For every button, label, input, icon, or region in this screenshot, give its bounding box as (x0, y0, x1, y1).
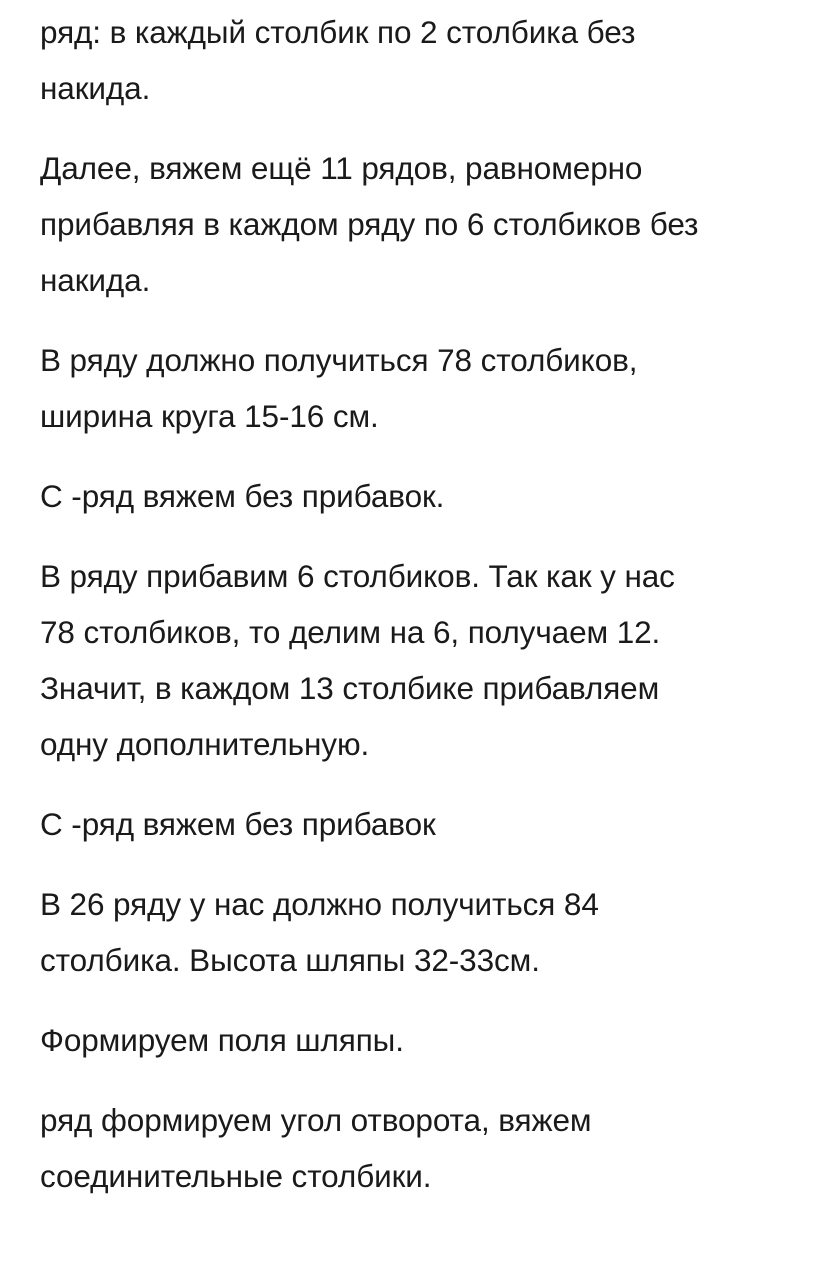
paragraph-3 (40, 332, 810, 444)
text-line: 78 столбиков, то делим на 6, получаем 12. (40, 614, 661, 650)
text-line: ряд: в каждый столбик по 2 столбика без (40, 14, 636, 50)
paragraph-6 (40, 796, 810, 852)
text-line: Значит, в каждом 13 столбике прибавляем (40, 670, 660, 706)
text-line: накида. (40, 262, 151, 298)
text-line: столбика. Высота шляпы 32-33см. (40, 942, 540, 978)
text-line: одну дополнительную. (40, 726, 370, 762)
text-line: С -ряд вяжем без прибавок (40, 806, 436, 842)
text-line: прибавляя в каждом ряду по 6 столбиков без (40, 206, 699, 242)
paragraph-9 (40, 1092, 810, 1204)
text-line: ширина круга 15-16 см. (40, 398, 379, 434)
text-line: В ряду должно получиться 78 столбиков, (40, 342, 638, 378)
text-line: Далее, вяжем ещё 11 рядов, равномерно (40, 150, 643, 186)
paragraph-8 (40, 1012, 810, 1068)
document-text (40, 4, 810, 1228)
text-line: ряд формируем угол отворота, вяжем (40, 1102, 592, 1138)
paragraph-2 (40, 140, 810, 308)
text-line: соединительные столбики. (40, 1158, 432, 1194)
paragraph-5 (40, 548, 810, 772)
paragraph-7 (40, 876, 810, 988)
text-line: В 26 ряду у нас должно получиться 84 (40, 886, 599, 922)
text-line: С -ряд вяжем без прибавок. (40, 478, 445, 514)
paragraph-4 (40, 468, 810, 524)
text-line: В ряду прибавим 6 столбиков. Так как у нас (40, 558, 675, 594)
paragraph-1 (40, 4, 810, 116)
text-line: Формируем поля шляпы. (40, 1022, 404, 1058)
text-line: накида. (40, 70, 151, 106)
